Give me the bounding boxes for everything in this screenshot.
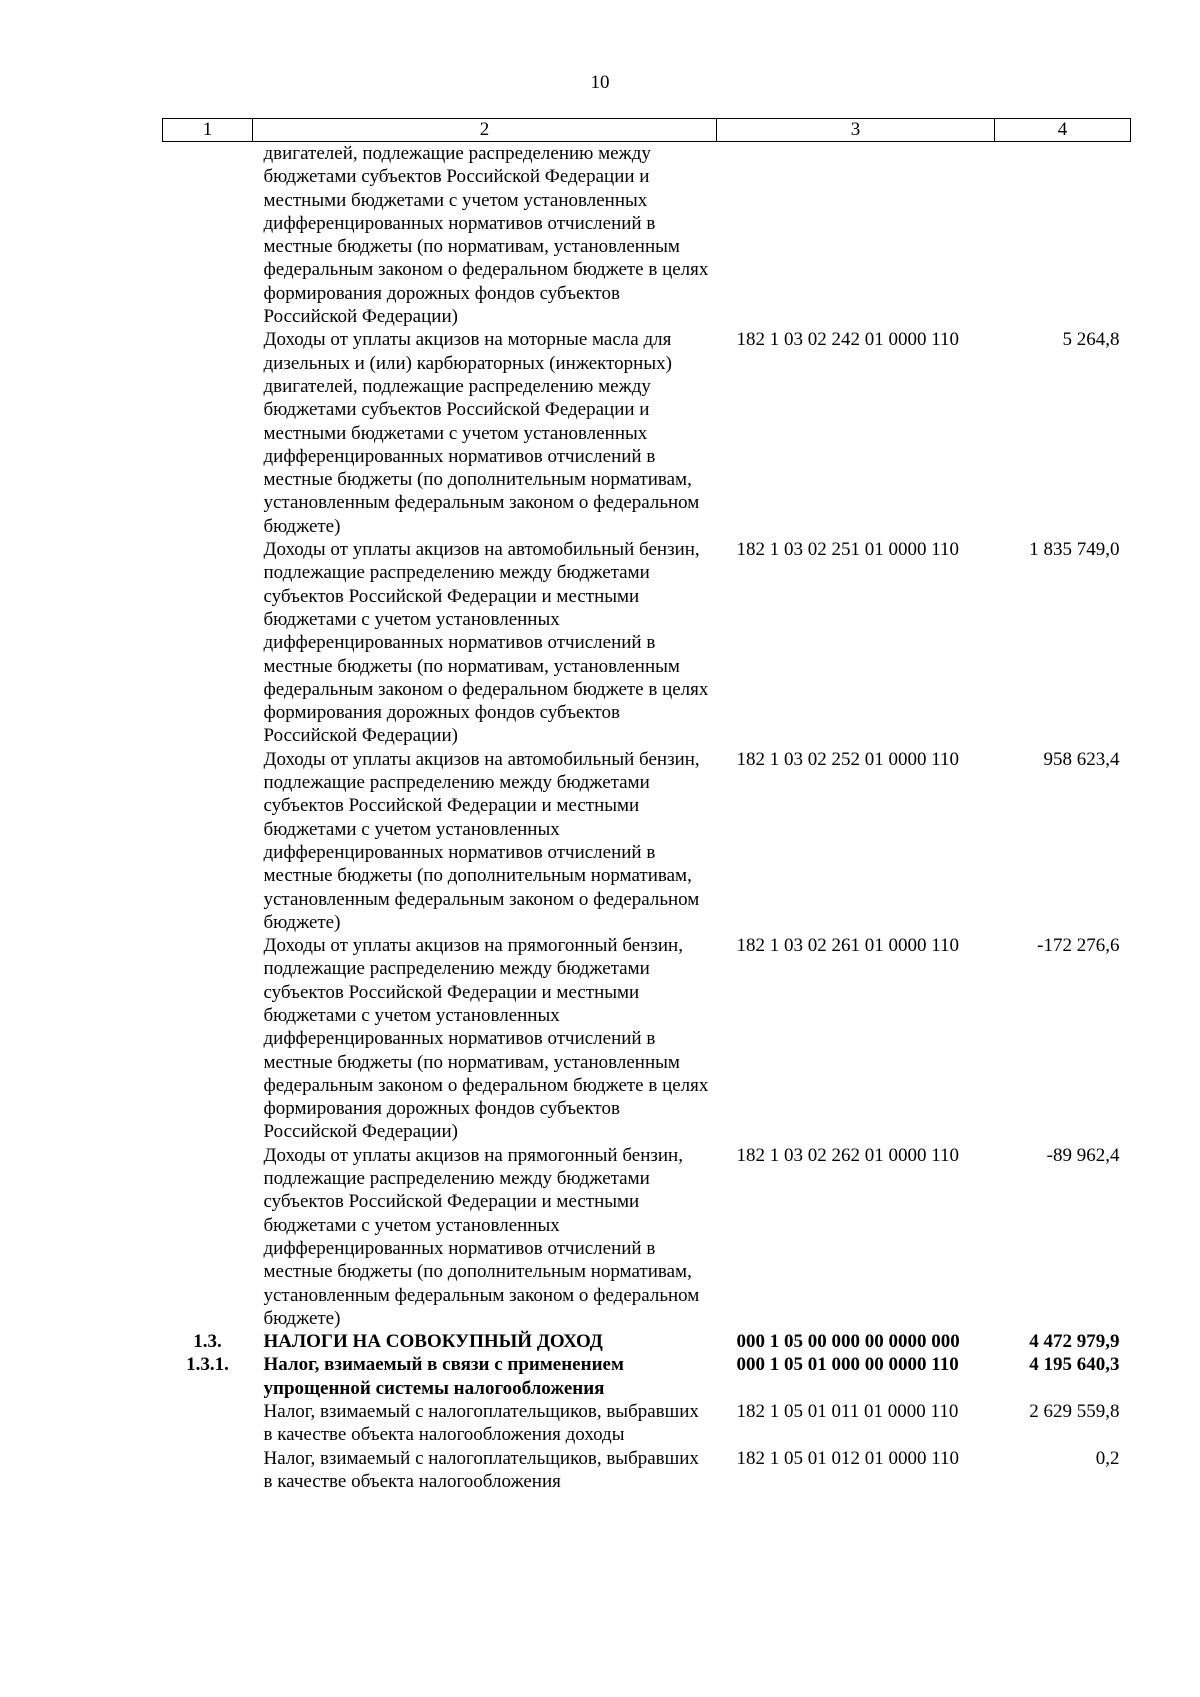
row-amount: 958 623,4 xyxy=(1043,748,1120,770)
row-amount: 5 264,8 xyxy=(1062,329,1120,351)
row-number xyxy=(163,142,253,329)
table-header xyxy=(163,119,1131,142)
row-amount: 2 629 559,8 xyxy=(1029,1401,1120,1423)
row-number: 1.3. xyxy=(193,1331,222,1353)
table-row xyxy=(163,934,1131,1144)
row-number: 1.3.1. xyxy=(186,1354,229,1376)
table-row xyxy=(163,142,1131,329)
table-row-section xyxy=(163,1353,1131,1400)
header-col-1: 1 xyxy=(163,119,253,142)
table-row xyxy=(163,1447,1131,1494)
row-amount: -89 962,4 xyxy=(1046,1144,1120,1166)
row-amount xyxy=(995,142,1131,329)
row-amount: -172 276,6 xyxy=(1037,935,1120,957)
header-col-2: 2 xyxy=(253,119,717,142)
header-col-4: 4 xyxy=(995,119,1131,142)
header-col-3: 3 xyxy=(717,119,995,142)
row-name: Налог, взимаемый с налогоплательщиков, выбравших в качестве объекта налогообложения доходы xyxy=(263,1401,699,1446)
row-number xyxy=(163,328,253,538)
row-name: Доходы от уплаты акцизов на автомобильный бензин, подлежащие распределению между бюджетами субъектов Российской Федерации и местными бюджетами с учетом установленных дифференцированных нормативов отчислений в местные бюджеты (по нормативам, установленным федеральным законом о федеральном бюджете в целях формирования дорожных фондов субъектов Российской Федерации) xyxy=(263,539,709,747)
row-code: 000 1 05 01 000 00 0000 110 xyxy=(736,1354,959,1376)
row-code: 182 1 03 02 261 01 0000 110 xyxy=(736,935,960,957)
row-name: Доходы от уплаты акцизов на автомобильный бензин, подлежащие распределению между бюджетами субъектов Российской Федерации и местными бюджетами с учетом установленных дифференцированных нормативов отчислений в местные бюджеты (по дополнительным нормативам, установленным федеральным законом о федеральном бюджете) xyxy=(263,748,700,933)
row-number xyxy=(163,934,253,1144)
row-number xyxy=(163,748,253,934)
row-number xyxy=(163,1144,253,1330)
row-amount: 4 195 640,3 xyxy=(1029,1354,1120,1376)
row-name: Доходы от уплаты акцизов на прямогонный бензин, подлежащие распределению между бюджетами субъектов Российской Федерации и местными бюджетами с учетом установленных дифференцированных нормативов отчислений в местные бюджеты (по дополнительным нормативам, установленным федеральным законом о федеральном бюджете) xyxy=(263,1144,700,1329)
table-row xyxy=(163,1400,1131,1447)
row-code: 182 1 03 02 242 01 0000 110 xyxy=(736,329,960,351)
table-row-section xyxy=(163,1330,1131,1353)
row-code: 182 1 05 01 011 01 0000 110 xyxy=(736,1401,959,1423)
table-body xyxy=(163,142,1131,1494)
table-row xyxy=(163,538,1131,748)
row-code: 182 1 05 01 012 01 0000 110 xyxy=(736,1447,960,1469)
row-name: Налог, взимаемый в связи с применением упрощенной системы налогообложения xyxy=(263,1354,624,1399)
row-amount: 4 472 979,9 xyxy=(1029,1331,1120,1353)
row-amount: 0,2 xyxy=(1095,1447,1120,1469)
table-row xyxy=(163,1144,1131,1330)
row-name: Доходы от уплаты акцизов на моторные масла для дизельных и (или) карбюраторных (инжекторных) двигателей, подлежащие распределению между бюджетами субъектов Российской Федерации и местными бюджетами с учетом установленных дифференцированных нормативов отчислений в местные бюджеты (по дополнительным нормативам, установленным федеральным законом о федеральном бюджете) xyxy=(263,329,700,537)
revenue-table xyxy=(162,118,1131,1493)
table-row xyxy=(163,328,1131,538)
page-number: 10 xyxy=(590,72,610,93)
row-name: двигателей, подлежащие распределению между бюджетами субъектов Российской Федерации и местными бюджетами с учетом установленных дифференцированных нормативов отчислений в местные бюджеты (по нормативам, установленным федеральным законом о федеральном бюджете в целях формирования дорожных фондов субъектов Российской Федерации) xyxy=(263,143,709,328)
row-code: 182 1 03 02 262 01 0000 110 xyxy=(736,1144,960,1166)
row-code: 182 1 03 02 251 01 0000 110 xyxy=(736,539,960,561)
header-row xyxy=(163,119,1131,142)
table-row xyxy=(163,748,1131,934)
row-number xyxy=(163,1400,253,1447)
row-number xyxy=(163,1447,253,1494)
row-amount: 1 835 749,0 xyxy=(1029,539,1120,561)
row-code: 182 1 03 02 252 01 0000 110 xyxy=(736,748,960,770)
row-code: 000 1 05 00 000 00 0000 000 xyxy=(736,1331,960,1353)
row-name: Доходы от уплаты акцизов на прямогонный бензин, подлежащие распределению между бюджетами субъектов Российской Федерации и местными бюджетами с учетом установленных дифференцированных нормативов отчислений в местные бюджеты (по нормативам, установленным федеральным законом о федеральном бюджете в целях формирования дорожных фондов субъектов Российской Федерации) xyxy=(263,935,709,1143)
row-code xyxy=(717,142,995,329)
row-number xyxy=(163,538,253,748)
row-name: НАЛОГИ НА СОВОКУПНЫЙ ДОХОД xyxy=(263,1331,603,1353)
row-name: Налог, взимаемый с налогоплательщиков, выбравших в качестве объекта налогообложения xyxy=(263,1447,699,1492)
